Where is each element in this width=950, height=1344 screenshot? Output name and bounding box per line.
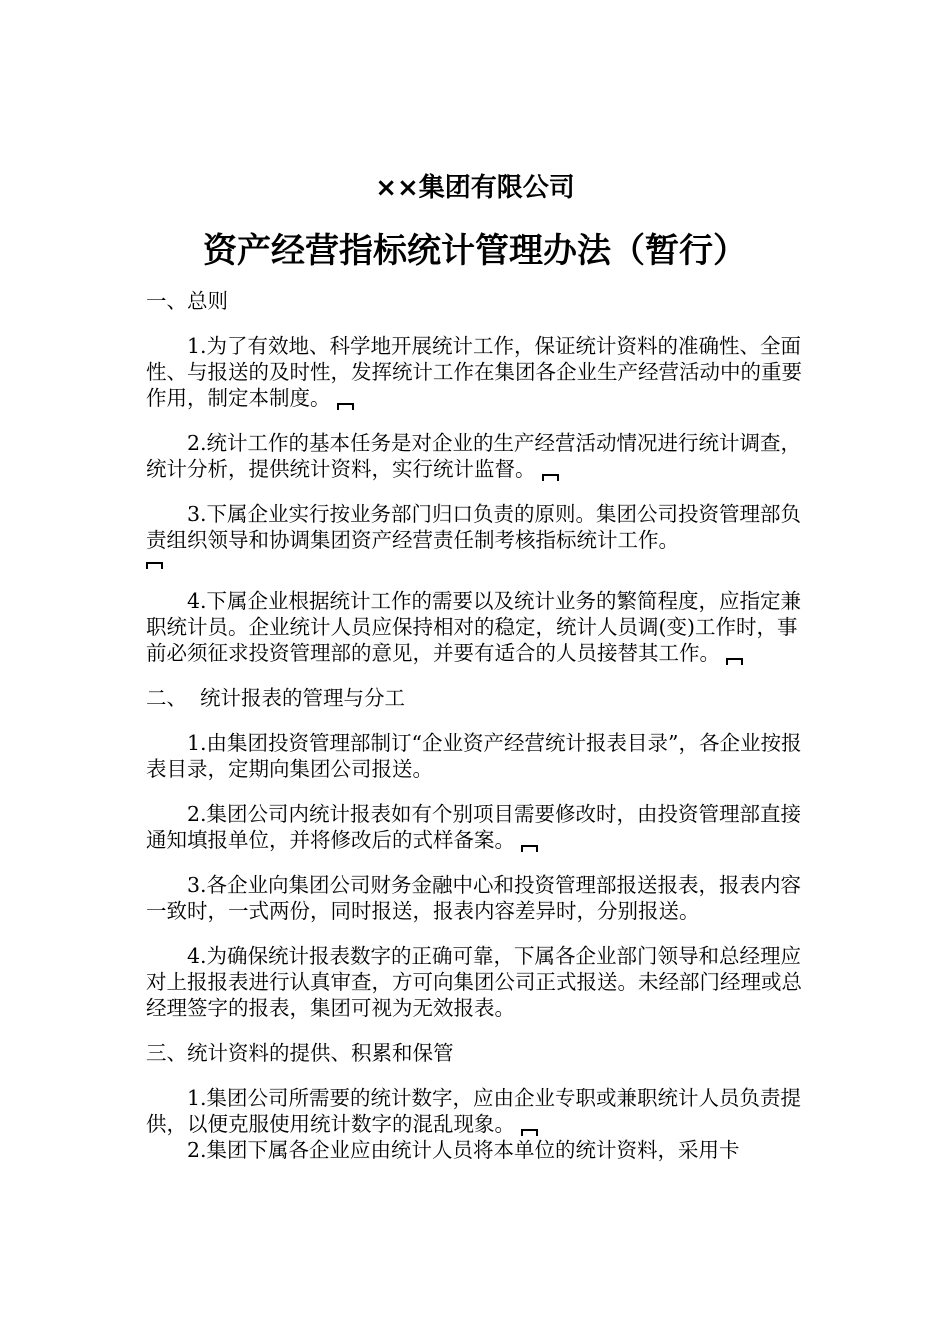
document-title: 资产经营指标统计管理办法（暂行）: [203, 231, 747, 271]
paragraph: [146, 1137, 811, 1163]
paragraph: [146, 872, 811, 924]
paragraph-text: 4.为确保统计报表数字的正确可靠，下属各企业部门领导和总经理应对上报报表进行认真审查，方可向集团公司正式报送。未经部门经理或总经理签字的报表，集团可视为无效报表。: [146, 944, 802, 1020]
paragraph-mark-icon: [337, 403, 354, 410]
paragraph-text: 1.集团公司所需要的统计数字，应由企业专职或兼职统计人员负责提供，以便克服使用统计数字的混乱现象。: [146, 1086, 802, 1136]
paragraph-text: 2.集团公司内统计报表如有个别项目需要修改时，由投资管理部直接通知填报单位，并将修改后的式样备案。: [146, 802, 802, 852]
paragraph-text: 1.为了有效地、科学地开展统计工作，保证统计资料的准确性、全面性、与报送的及时性，发挥统计工作在集团各企业生产经营活动中的重要作用，制定本制度。: [146, 334, 802, 410]
paragraph: [146, 588, 811, 666]
section-heading-general: 一、总则: [146, 289, 228, 313]
paragraph-mark-icon: [146, 562, 163, 569]
document-body: [146, 288, 811, 1182]
paragraph-text: 3.各企业向集团公司财务金融中心和投资管理部报送报表，报表内容一致时，一式两份，同时报送，报表内容差异时，分别报送。: [146, 873, 802, 923]
paragraph: [146, 1085, 811, 1137]
paragraph-mark-icon: [542, 474, 559, 481]
paragraph: [146, 801, 811, 853]
paragraph-mark-icon: [726, 658, 743, 665]
paragraph: [146, 430, 811, 482]
paragraph-mark-icon: [521, 845, 538, 852]
paragraph: [146, 943, 811, 1021]
paragraph-text: 4.下属企业根据统计工作的需要以及统计业务的繁简程度，应指定兼职统计员。企业统计人员应保持相对的稳定，统计人员调(变)工作时，事前必须征求投资管理部的意见，并要有适合的人员接替其工作。: [146, 589, 802, 665]
paragraph: [146, 333, 811, 411]
paragraph-text: 1.由集团投资管理部制订“企业资产经营统计报表目录”，各企业按报表目录，定期向集团公司报送。: [146, 731, 802, 781]
paragraph: [146, 501, 811, 569]
paragraph: [146, 730, 811, 782]
paragraph-text: 3.下属企业实行按业务部门归口负责的原则。集团公司投资管理部负责组织领导和协调集团资产经营责任制考核指标统计工作。: [146, 502, 802, 552]
paragraph-mark-icon: [521, 1129, 538, 1136]
paragraph-text: 2.统计工作的基本任务是对企业的生产经营活动情况进行统计调查，统计分析，提供统计资料，实行统计监督。: [146, 431, 802, 481]
company-title: ××集团有限公司: [375, 173, 575, 203]
paragraph-text: 2.集团下属各企业应由统计人员将本单位的统计资料，采用卡: [187, 1138, 740, 1162]
section-heading-materials: 三、统计资料的提供、积累和保管: [146, 1041, 454, 1065]
section-heading-reports: 二、 统计报表的管理与分工: [146, 686, 406, 710]
